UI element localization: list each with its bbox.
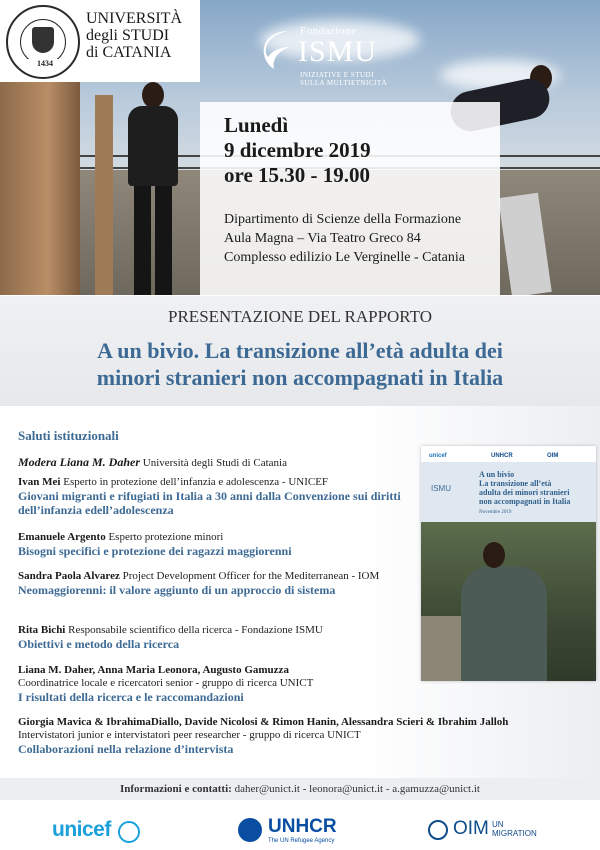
talk-title: I risultati della ricerca e le raccomandazioni bbox=[18, 690, 244, 704]
cover-date: Novembre 2019 bbox=[479, 510, 512, 515]
speaker-entry: Liana M. Daher, Anna Maria Leonora, Augusto Gamuzza Coordinatrice locale e ricercatori senior - gruppo di ricerca UNICT I risultati della ricerca e le raccomandazioni bbox=[18, 664, 408, 704]
unict-logo bbox=[0, 0, 200, 82]
talk-title: Neomaggiorenni: il valore aggiunto di un approccio di sistema bbox=[18, 583, 336, 597]
cover-logos: unicef UNHCR OIM bbox=[429, 453, 559, 459]
unicef-globe-icon bbox=[118, 821, 140, 843]
event-info-box bbox=[200, 102, 500, 295]
event-time: ore 15.30 - 19.00 bbox=[224, 163, 371, 187]
report-label: PRESENTAZIONE DEL RAPPORTO bbox=[168, 307, 432, 326]
hero-photo bbox=[0, 0, 600, 295]
contact-line: Informazioni e contatti: daher@unict.it - leonora@unict.it - a.gamuzza@unict.it bbox=[0, 778, 600, 800]
speaker-entry: Ivan Mei Esperto in protezione dell’infanzia e adolescenza - UNICEF Giovani migranti e rifugiati in Italia a 30 anni dalla Convenzione sui diritti dell’infanzia edell’adolescenza bbox=[18, 476, 408, 517]
event-date: 9 dicembre 2019 bbox=[224, 138, 371, 162]
event-day: Lunedì bbox=[224, 113, 289, 137]
partner-logos: unicef UNHCR The UN Refugee Agency OIM UN MIGRATION bbox=[0, 806, 600, 850]
greetings: Saluti istituzionali bbox=[18, 428, 119, 443]
oim-emblem-icon bbox=[428, 820, 448, 840]
speaker-entry: Emanuele Argento Esperto protezione minori Bisogni specifici e protezione dei ragazzi maggiorenni bbox=[18, 531, 408, 558]
event-venue: Dipartimento di Scienze della Formazione Aula Magna – Via Teatro Greco 84 Complesso edilizio Le Verginelle - Catania bbox=[224, 212, 465, 265]
contact-emails[interactable]: daher@unict.it - leonora@unict.it - a.gamuzza@unict.it bbox=[234, 783, 480, 795]
report-title-block bbox=[0, 296, 600, 406]
stone-column bbox=[0, 60, 80, 295]
unhcr-emblem-icon bbox=[238, 818, 262, 842]
person-standing bbox=[118, 82, 188, 295]
report-title: A un bivio. La transizione all’età adulta dei minori stranieri non accompagnati in Italia bbox=[96, 338, 504, 390]
report-cover bbox=[421, 446, 596, 681]
stone-column bbox=[95, 95, 113, 295]
seal-year: 1434 bbox=[28, 59, 62, 68]
speaker-entry: Rita Bichi Responsabile scientifico della ricerca - Fondazione ISMU Obiettivi e metodo della ricerca bbox=[18, 624, 408, 651]
talk-title: Collaborazioni nella relazione d’intervista bbox=[18, 742, 234, 756]
ismu-swoosh-icon bbox=[258, 27, 294, 73]
moderator: Modera Liana M. Daher Università degli Studi di Catania bbox=[18, 455, 287, 469]
unict-seal bbox=[6, 5, 80, 79]
unicef-logo: unicef bbox=[52, 818, 111, 841]
speaker-entry: Sandra Paola Alvarez Project Development Officer for the Mediterranean - IOM Neomaggiorenni: il valore aggiunto di un approccio di sistema bbox=[18, 570, 408, 597]
ismu-logo: Fondazione ISMU INIZIATIVE E STUDI SULLA MULTIETNICITÀ bbox=[258, 25, 408, 95]
talk-title: Giovani migranti e rifugiati in Italia a 30 anni dalla Convenzione sui diritti dell’infanzia edell’adolescenza bbox=[18, 489, 401, 517]
cover-title: A un bivio La transizione all’età adulta dei minori stranieri non accompagnati in Italia bbox=[479, 470, 571, 506]
talk-title: Bisogni specifici e protezione dei ragazzi maggiorenni bbox=[18, 544, 292, 558]
cover-ismu-logo: ISMU bbox=[431, 484, 451, 493]
speaker-entry: Giorgia Mavica & IbrahimaDiallo, Davide Nicolosi & Rimon Hanin, Alessandra Scieri & Ibrahim Jalloh Intervistatori junior e intervistatori peer researcher - gruppo di ricerca UNICT Collaborazioni nella relazione d’intervista bbox=[18, 716, 518, 756]
unict-name: UNIVERSITÀ degli STUDI di CATANIA bbox=[86, 10, 182, 61]
talk-title: Obiettivi e metodo della ricerca bbox=[18, 637, 180, 651]
